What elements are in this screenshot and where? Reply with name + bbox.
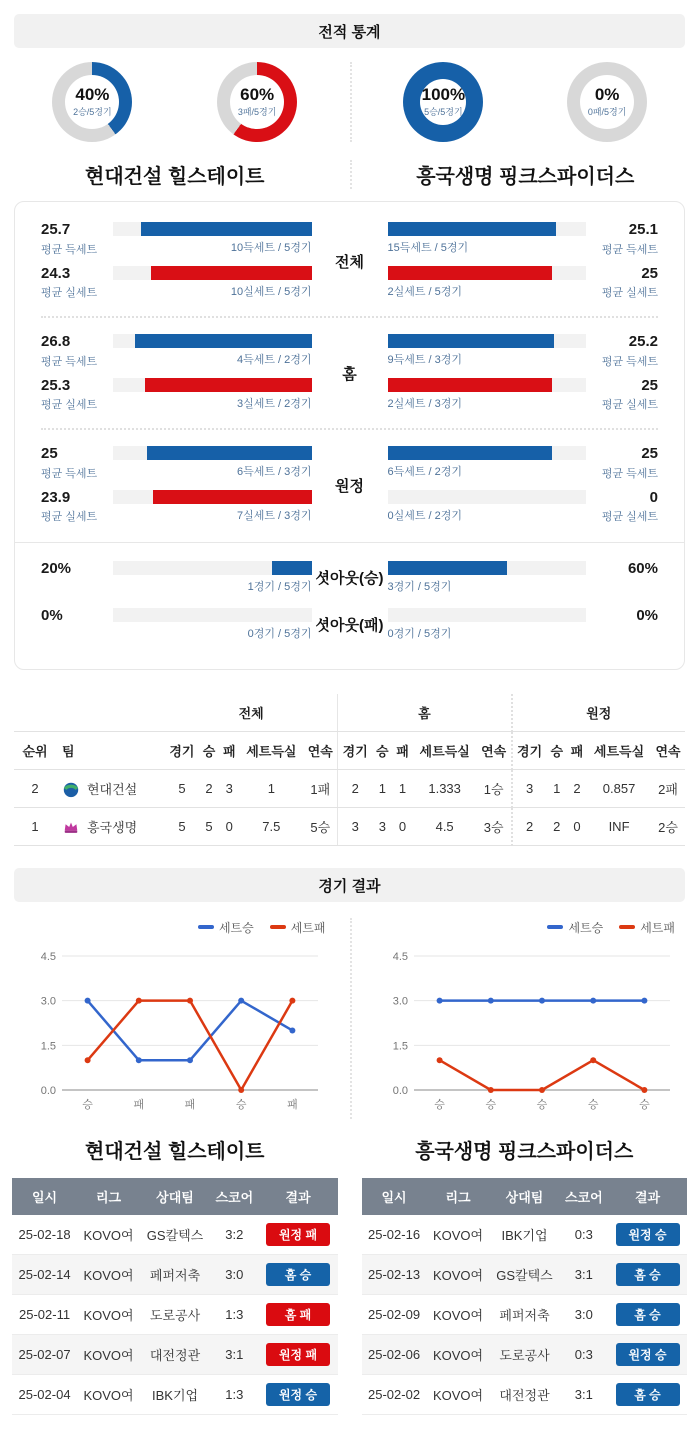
stat-caption: 평균 실세트 bbox=[41, 284, 105, 300]
legend-label: 세트패 bbox=[291, 919, 326, 936]
legend-item bbox=[270, 919, 326, 936]
result-badge: 홈 승 bbox=[266, 1263, 330, 1286]
legend-label: 세트승 bbox=[568, 919, 603, 936]
charts-row bbox=[0, 918, 699, 1119]
bar-fill bbox=[388, 446, 553, 460]
match-row: 25-02-07 KOVO여 대전정관 3:1 원정 패 bbox=[12, 1335, 338, 1375]
stat-caption: 평균 실세트 bbox=[41, 396, 105, 412]
col-team: 팀 bbox=[56, 732, 165, 770]
donut-sublabel: 3패/5경기 bbox=[238, 105, 277, 118]
donut-sublabel: 2승/5경기 bbox=[73, 105, 112, 118]
bar-fill bbox=[141, 222, 312, 236]
bar-sublabel: 2실세트 / 3경기 bbox=[388, 395, 587, 411]
solid-separator bbox=[15, 542, 684, 543]
svg-text:승: 승 bbox=[82, 1098, 93, 1111]
bar-line-sets-lost bbox=[41, 266, 312, 301]
col-date: 일시 bbox=[12, 1178, 77, 1215]
shutout-lose-row bbox=[15, 608, 684, 641]
shutout-block bbox=[15, 561, 684, 641]
donut-win-rate-right bbox=[403, 62, 483, 142]
bar-track bbox=[388, 490, 587, 504]
result-table-hyundai bbox=[12, 1178, 338, 1415]
result-title-right: 흥국생명 핑크스파이더스 bbox=[350, 1135, 699, 1164]
bar-line-sets-won bbox=[388, 446, 659, 481]
stat-value: 25.7 bbox=[41, 222, 105, 239]
col-rank: 순위 bbox=[14, 732, 56, 770]
line-chart-heungkuk bbox=[352, 946, 699, 1119]
bar-fill bbox=[145, 378, 312, 392]
match-row: 25-02-16 KOVO여 IBK기업 0:3 원정 승 bbox=[362, 1215, 688, 1255]
bar-sublabel: 0경기 / 5경기 bbox=[113, 625, 312, 641]
col-score: 스코어 bbox=[560, 1178, 608, 1215]
stat-caption: 평균 실세트 bbox=[594, 396, 658, 412]
bar-track bbox=[388, 266, 587, 280]
stat-caption: 평균 득세트 bbox=[594, 241, 658, 257]
bar-sublabel: 10득세트 / 5경기 bbox=[113, 239, 312, 255]
bar-line-sets-lost bbox=[41, 490, 312, 525]
bar-track bbox=[388, 378, 587, 392]
result-badge: 원정 패 bbox=[266, 1223, 330, 1246]
chart-legend bbox=[0, 918, 350, 936]
svg-text:승: 승 bbox=[536, 1098, 547, 1111]
bar-fill bbox=[388, 222, 557, 236]
col-result: 결과 bbox=[608, 1178, 687, 1215]
col-streak: 연속 bbox=[303, 732, 337, 770]
bar-track bbox=[113, 266, 312, 280]
stat-caption: 평균 득세트 bbox=[41, 353, 105, 369]
team-cell-label: 흥국생명 bbox=[87, 817, 137, 836]
legend-swatch bbox=[198, 925, 214, 929]
result-badge: 원정 승 bbox=[616, 1343, 680, 1366]
group-header-overall: 전체 bbox=[165, 694, 338, 732]
dotted-separator bbox=[41, 428, 658, 430]
group-header-home: 홈 bbox=[338, 694, 512, 732]
col-opponent: 상대팀 bbox=[489, 1178, 559, 1215]
team-cell-label: 현대건설 bbox=[87, 779, 137, 798]
svg-text:승: 승 bbox=[485, 1098, 496, 1111]
donut-lose-rate-right bbox=[567, 62, 647, 142]
svg-text:승: 승 bbox=[587, 1098, 598, 1111]
stat-section-label: 셧아웃(패) bbox=[312, 614, 388, 635]
stat-value: 0 bbox=[594, 490, 658, 507]
stat-value: 25 bbox=[594, 266, 658, 283]
donut-section bbox=[0, 62, 699, 142]
line-chart-svg bbox=[28, 946, 328, 1114]
bar-fill bbox=[135, 334, 312, 348]
stat-caption: 평균 득세트 bbox=[41, 241, 105, 257]
donut-percent: 40% bbox=[75, 86, 109, 103]
col-setratio: 세트득실 bbox=[587, 732, 651, 770]
bar-line-sets-won bbox=[41, 222, 312, 257]
col-losses: 패 bbox=[392, 732, 412, 770]
match-row: 25-02-18 KOVO여 GS칼텍스 3:2 원정 패 bbox=[12, 1215, 338, 1255]
shutout-win-row bbox=[15, 561, 684, 594]
result-badge: 홈 패 bbox=[266, 1303, 330, 1326]
stat-caption: 평균 실세트 bbox=[594, 508, 658, 524]
stat-value: 25.3 bbox=[41, 378, 105, 395]
results-header: 경기 결과 bbox=[14, 868, 685, 902]
svg-text:3.0: 3.0 bbox=[392, 996, 407, 1008]
bar-sublabel: 2실세트 / 5경기 bbox=[388, 283, 587, 299]
donut-percent: 100% bbox=[422, 86, 465, 103]
standings-row-hyundai: 2 현대건설 5 2 3 1 1패 2 1 1 1.333 1승 3 1 2 0.857 2패 bbox=[14, 770, 685, 808]
result-table-heungkuk bbox=[362, 1178, 688, 1415]
col-games: 경기 bbox=[512, 732, 547, 770]
bar-fill bbox=[153, 490, 312, 504]
col-losses: 패 bbox=[219, 732, 239, 770]
stat-section-label: 홈 bbox=[312, 363, 388, 384]
stat-section-label: 전체 bbox=[312, 251, 388, 272]
result-badge: 홈 승 bbox=[616, 1303, 680, 1326]
bar-sublabel: 3실세트 / 2경기 bbox=[113, 395, 312, 411]
stat-caption: 평균 득세트 bbox=[594, 465, 658, 481]
result-titles-row bbox=[0, 1135, 699, 1164]
col-games: 경기 bbox=[338, 732, 372, 770]
svg-text:1.5: 1.5 bbox=[392, 1040, 407, 1052]
col-setratio: 세트득실 bbox=[239, 732, 303, 770]
match-row: 25-02-14 KOVO여 페퍼저축 3:0 홈 승 bbox=[12, 1255, 338, 1295]
col-streak: 연속 bbox=[651, 732, 685, 770]
svg-text:패: 패 bbox=[287, 1097, 298, 1111]
bar-sublabel: 10실세트 / 5경기 bbox=[113, 283, 312, 299]
stat-value: 20% bbox=[41, 561, 105, 578]
legend-swatch bbox=[619, 925, 635, 929]
svg-text:4.5: 4.5 bbox=[41, 951, 56, 963]
stat-value: 25 bbox=[41, 446, 105, 463]
bar-sublabel: 0실세트 / 2경기 bbox=[388, 507, 587, 523]
hyundai-team-logo-icon bbox=[62, 780, 80, 798]
col-wins: 승 bbox=[372, 732, 392, 770]
match-row: 25-02-13 KOVO여 GS칼텍스 3:1 홈 승 bbox=[362, 1255, 688, 1295]
legend-label: 세트패 bbox=[640, 919, 675, 936]
legend-item bbox=[547, 919, 603, 936]
result-badge: 홈 승 bbox=[616, 1383, 680, 1406]
bar-sublabel: 6득세트 / 2경기 bbox=[388, 463, 587, 479]
group-header-away: 원정 bbox=[512, 694, 685, 732]
bar-track bbox=[388, 608, 587, 622]
svg-text:승: 승 bbox=[434, 1098, 445, 1111]
stat-value: 25 bbox=[594, 378, 658, 395]
bar-fill bbox=[147, 446, 312, 460]
donut-percent: 0% bbox=[595, 86, 620, 103]
bar-track bbox=[113, 446, 312, 460]
stat-value: 25.2 bbox=[594, 334, 658, 351]
donut-percent: 60% bbox=[240, 86, 274, 103]
dotted-separator bbox=[41, 316, 658, 318]
match-row: 25-02-02 KOVO여 대전정관 3:1 홈 승 bbox=[362, 1375, 688, 1415]
bar-fill bbox=[388, 266, 553, 280]
col-losses: 패 bbox=[567, 732, 587, 770]
svg-text:패: 패 bbox=[185, 1097, 196, 1111]
line-chart-hyundai bbox=[0, 946, 350, 1119]
bar-fill bbox=[388, 334, 555, 348]
rank-cell: 2 bbox=[14, 770, 56, 808]
stat-section-label: 원정 bbox=[312, 475, 388, 496]
bar-sublabel: 3경기 / 5경기 bbox=[388, 578, 587, 594]
svg-text:4.5: 4.5 bbox=[392, 951, 407, 963]
col-score: 스코어 bbox=[210, 1178, 258, 1215]
bar-sublabel: 0경기 / 5경기 bbox=[388, 625, 587, 641]
bar-track bbox=[113, 490, 312, 504]
legend-swatch bbox=[547, 925, 563, 929]
bar-line-sets-won bbox=[388, 334, 659, 369]
bar-line-sets-lost bbox=[41, 378, 312, 413]
col-date: 일시 bbox=[362, 1178, 427, 1215]
bar-sublabel: 9득세트 / 3경기 bbox=[388, 351, 587, 367]
stat-value: 60% bbox=[594, 561, 658, 578]
col-setratio: 세트득실 bbox=[413, 732, 477, 770]
stat-caption: 평균 실세트 bbox=[594, 284, 658, 300]
team-names-row bbox=[0, 160, 699, 189]
stat-section-home bbox=[15, 334, 684, 412]
col-league: 리그 bbox=[427, 1178, 490, 1215]
standings-table bbox=[14, 694, 685, 846]
bar-sublabel: 15득세트 / 5경기 bbox=[388, 239, 587, 255]
col-result: 결과 bbox=[259, 1178, 338, 1215]
col-streak: 연속 bbox=[477, 732, 512, 770]
col-games: 경기 bbox=[165, 732, 199, 770]
result-badge: 원정 패 bbox=[266, 1343, 330, 1366]
donut-pair-left bbox=[0, 62, 350, 142]
bar-track bbox=[113, 561, 312, 575]
svg-text:승: 승 bbox=[639, 1098, 650, 1111]
stat-section-away bbox=[15, 446, 684, 524]
team-name-left: 현대건설 힐스테이트 bbox=[0, 160, 350, 189]
bar-track bbox=[113, 378, 312, 392]
col-wins: 승 bbox=[199, 732, 219, 770]
standings-row-heungkuk: 1 흥국생명 5 5 0 7.5 5승 3 3 0 4.5 3승 2 2 0 INF 2승 bbox=[14, 808, 685, 846]
result-badge: 원정 승 bbox=[266, 1383, 330, 1406]
stat-caption: 평균 득세트 bbox=[594, 353, 658, 369]
svg-text:0.0: 0.0 bbox=[41, 1085, 56, 1097]
bar-line-sets-lost bbox=[388, 266, 659, 301]
svg-text:승: 승 bbox=[236, 1098, 247, 1111]
stat-section-overall bbox=[15, 222, 684, 300]
rank-cell: 1 bbox=[14, 808, 56, 846]
bar-fill bbox=[388, 378, 553, 392]
col-opponent: 상대팀 bbox=[140, 1178, 210, 1215]
donut-lose-rate-left bbox=[217, 62, 297, 142]
stat-caption: 평균 실세트 bbox=[41, 508, 105, 524]
bar-sublabel: 1경기 / 5경기 bbox=[113, 578, 312, 594]
stat-value: 25 bbox=[594, 446, 658, 463]
bar-fill bbox=[272, 561, 312, 575]
chart-legend bbox=[352, 918, 699, 936]
bar-line-sets-won bbox=[41, 446, 312, 481]
match-row: 25-02-09 KOVO여 페퍼저축 3:0 홈 승 bbox=[362, 1295, 688, 1335]
col-wins: 승 bbox=[547, 732, 567, 770]
bar-line-sets-won bbox=[388, 222, 659, 257]
bar-track bbox=[388, 222, 587, 236]
svg-text:3.0: 3.0 bbox=[41, 996, 56, 1008]
bar-track bbox=[113, 608, 312, 622]
donut-sublabel: 0패/5경기 bbox=[588, 105, 627, 118]
bar-sublabel: 6득세트 / 3경기 bbox=[113, 463, 312, 479]
stat-value: 0% bbox=[594, 608, 658, 625]
stat-section-label: 셧아웃(승) bbox=[312, 567, 388, 588]
result-badge: 홈 승 bbox=[616, 1263, 680, 1286]
svg-text:1.5: 1.5 bbox=[41, 1040, 56, 1052]
heungkuk-team-logo-icon bbox=[62, 818, 80, 836]
line-chart-svg bbox=[380, 946, 680, 1114]
donut-pair-right bbox=[350, 62, 699, 142]
stat-value: 25.1 bbox=[594, 222, 658, 239]
donut-win-rate-left bbox=[52, 62, 132, 142]
donut-sublabel: 5승/5경기 bbox=[424, 105, 463, 118]
col-league: 리그 bbox=[77, 1178, 140, 1215]
legend-item bbox=[198, 919, 254, 936]
bar-track bbox=[388, 334, 587, 348]
legend-swatch bbox=[270, 925, 286, 929]
bar-sublabel: 7실세트 / 3경기 bbox=[113, 507, 312, 523]
result-tables-row bbox=[0, 1164, 699, 1435]
stat-value: 26.8 bbox=[41, 334, 105, 351]
stat-value: 0% bbox=[41, 608, 105, 625]
bar-track bbox=[113, 222, 312, 236]
result-badge: 원정 승 bbox=[616, 1223, 680, 1246]
svg-text:패: 패 bbox=[133, 1097, 144, 1111]
stats-header: 전적 통계 bbox=[14, 14, 685, 48]
stat-value: 23.9 bbox=[41, 490, 105, 507]
match-row: 25-02-06 KOVO여 도로공사 0:3 원정 승 bbox=[362, 1335, 688, 1375]
stat-value: 24.3 bbox=[41, 266, 105, 283]
team-name-right: 흥국생명 핑크스파이더스 bbox=[350, 160, 699, 189]
bar-sublabel: 4득세트 / 2경기 bbox=[113, 351, 312, 367]
bar-fill bbox=[151, 266, 312, 280]
stats-panel bbox=[14, 201, 685, 670]
bar-track bbox=[388, 446, 587, 460]
svg-text:0.0: 0.0 bbox=[392, 1085, 407, 1097]
bar-line-sets-lost bbox=[388, 378, 659, 413]
bar-fill bbox=[388, 561, 507, 575]
bar-line-sets-won bbox=[41, 334, 312, 369]
legend-label: 세트승 bbox=[219, 919, 254, 936]
bar-track bbox=[388, 561, 587, 575]
match-row: 25-02-11 KOVO여 도로공사 1:3 홈 패 bbox=[12, 1295, 338, 1335]
match-row: 25-02-04 KOVO여 IBK기업 1:3 원정 승 bbox=[12, 1375, 338, 1415]
bar-track bbox=[113, 334, 312, 348]
result-title-left: 현대건설 힐스테이트 bbox=[0, 1135, 350, 1164]
bar-line-sets-lost bbox=[388, 490, 659, 525]
stat-caption: 평균 득세트 bbox=[41, 465, 105, 481]
legend-item bbox=[619, 919, 675, 936]
